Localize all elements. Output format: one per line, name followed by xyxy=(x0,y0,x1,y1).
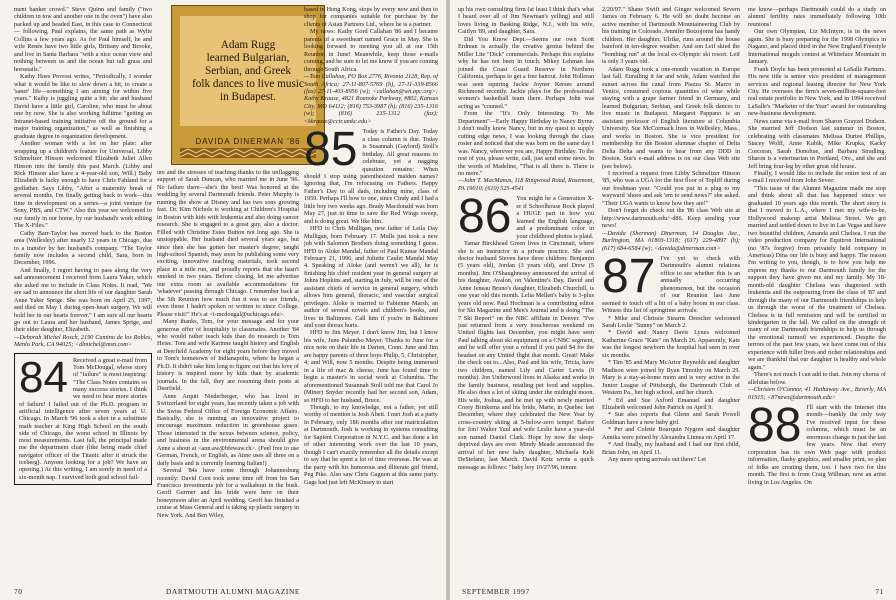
class-year-86: 86 xyxy=(458,190,512,244)
illustration-line: in Budapest. xyxy=(220,90,276,103)
class-year-87: 87 xyxy=(602,249,656,303)
class-secretary-signature: —Tom Callahan, PO Box 2776, Rivonia 2128, Rep. of South Africa; 27-11-807-5769 (h), 27-11-339-8566 (fax) 27-11-403-8956 (w); <callahan@wn.apc.org>; Kathy Krause, 4821 Roanoke Parkway, #802, Kansas City, MO 64112; (816) 753-3987 (h); (816) 235-1316 (w); (816) 235-1312 (fax); <kkrause@cctr.umkc.edu> xyxy=(304,73,438,125)
paragraph: And finally, I regret having to pass along the very sad announcement I received from Laura Yaker, which she asked me to include in Class Notes. It read, "We are sad to announce the short life of our daughter Sarah Anne Yaker Sprige. She was born on April 25, 1997, and died on May 1 during open-heart surgery. We will hold her in our hearts forever." I am sure all our hearts go out to Laura and her husband, James Sprige, and their elder daughter, Elizabeth. xyxy=(14,266,152,334)
class-84-intro xyxy=(14,353,152,485)
paragraph: based in Hong Kong, stops by every now and then to shop for companies suitable for purchase by the clients of Asian Partners Ltd., where he is a partner. xyxy=(304,6,438,28)
paragraph: Many thanks, Tom, for your message and for your generous offer of hospitality to classmates. Another '84 who would rather teach kids than do research is Tom Heise. Tom and wife Karinne taught history and English at Deerfield Academy for eight years before they moved to Tom's hometown of Indianapolis, where he began a Ph.D. It didn't take him long to figure out that his love of history is inspired more by kids than by academic journals. In the fall, they are resuming their posts at Deerfield. xyxy=(157,318,299,393)
list-item: * David and Nancy Davis Lynes welcomed Katherine Grace "Kate" on March 26. Apparently, Kate was the longest newborn the hospital had seen in over six months. xyxy=(602,329,740,359)
right-column-3 xyxy=(748,6,886,580)
paragraph: There's not much I can add to that. Join my chorus of alleluias below. xyxy=(748,371,886,386)
illustration-adam-rugg xyxy=(171,5,325,165)
illustration-line: folk dances to live music xyxy=(192,77,304,90)
issue-date: SEPTEMBER 1997 xyxy=(462,587,530,596)
class-85-intro xyxy=(304,123,438,225)
paragraph: From the "It's Only Interesting To Me Department"—Early Happy Birthday to Nancy Byrne. I don't really know Nancy, but in my quest to supply cutting edge news, I was looking through the class roster and noticed that she was born on the same day I was. Nancy, wherever you are, Happy Birthday. To the rest of you, please write, call, just send some news. In the words of Madeline, "That is all there is. There is no more." xyxy=(458,110,594,177)
illustration-line: Serbian, and Greek xyxy=(204,64,292,77)
paragraph: Kathy Hoes Provost writes, "Periodically, I wonder what it would be like to slow down a bit, to create a 'saner' life—something I am aiming for within five years." Kathy is juggling quite a bit: she and husband David have a little girl, Caroline, who must be about one by now. She is also working fulltime "getting an Intranet-based training initiative off the ground for a major training organization," as well as finishing a graduate degree in organization development. xyxy=(14,73,152,140)
class-87-intro xyxy=(602,249,740,315)
page-number-right: 71 xyxy=(875,587,884,596)
paragraph: Don't forget do check out the '86 class Web site at http://www.dartmouth.edu/~d86. Keep sending your news! xyxy=(602,207,740,230)
list-item: * Ed and Sue Axford Emanuel and daughter Elizabeth welcomed John Patrick on April 9. xyxy=(602,396,740,412)
paragraph: I received a request from Libby Schmeltzer Hinson '85, who was a UGA for the first floor of Topliff during our freshman year. "Could you put in a plug to my wayward 'shoes and ask 'em to send news?" she asked. "Their UGA wants to know how they are!" xyxy=(602,169,740,207)
paragraph: Adam Rugg took a one-month vacation in Europe last fall. Eurailing it far and wide, Adam watched the sunset across the canal from Piazza St. Marco in Venice, consumed copious quantities of wine while staying with a grape farmer friend in Germany, and learned Bulgarian, Serbian, and Greek folk dances to live music in Budapest. Margaret Pappano is an assistant professor of English literature at Columbia University. Sue McCormack lives in Wellesley, Mass., and works in Boston. She is vice president for membership for the Boston alumnae chapter of Delta Delta Delta and wants to hear from any DDD in Boston. Sue's e-mail address is on our class Web site (see below). xyxy=(602,65,740,170)
paragraph: Anne Arquit Niederberger, who has lived in Switzerland for eight years, has recently taken a job with the Swiss Federal Office of Foreign Economic Affairs. Basically, she is running an innovative project to encourage maximum reduction in greenhouse gases. Those interested in the nexus between science, policy, and business in the environmental arena should give Anne a shout at <ann.aw@bfewaw.ch>. (Feel free to use German, French, or English, as Anne uses all three on a daily basis and is currently learning Italian!) xyxy=(157,392,299,467)
right-page xyxy=(450,0,896,600)
paragraph: me know—perhaps Dartmouth could do a study on alumni fertility rates immediately following 10th reunions! xyxy=(748,6,886,28)
class-85-text: Today is Father's Day. Today a class column is due. Today is Susannah (Gaylord) Stoll's birthday. All great reasons to celebrate, yet a nagging question remains: When should I stop using parenthesized maiden names? Ignoring that, I'm refocusing on Fathers. Happy Father's Day to all dads, including mine, class of 1959. Perhaps I'll bow to one, since Cindy and I had a little boy two weeks ago. Brady Macdonald was born May 27, just in time to save the Red Wings sweep, and is doing great. We like him. xyxy=(304,128,438,225)
paragraph: Tamar Birckhead Green lives in Cincinnati, where she is an instructor in a private practice. She and doctor husband Steven have three children: Benjamin (5 years old), Jordan (3 years old), and Drew (5 months). Jim O'Shaughnessy announced the arrival of his daughter, Avalon, on Valentine's Day. David and Anne Jeneau Bruno's daughter, Elizabeth Churchill, is one year old this month. Lelia Mellen's baby is 3-plus years old now. Paul Hochman is a contributing editor for Ski Magazine and Men's Journal and is doing "The 7 Ski Report" on the NBC affiliate in Denver. "I've just returned from a very treacherous weekend on United flights last December, you might have seen Paul talking about ski equipment on a CNBC segment, and he will offer your a refund if you paid $4 for the headset on any United flight that month. Great! Make the check out to...Also, Paul and his wife, Tricia, have two children, named Lily and Carter Lewis (9 months). Jon Underwood lives in Alaska and works in the family business, retailing pet food and supplies. He also does a lot of skiing under the midnight moon. His wife, Joshua, and he met up with newly married Corey Brinkema and his bride, Marie, in Quebec last December, where they celebrated the New Year by cross-country skiing at 5-below-zero temps! Bafore for Jon! Walter Yuul and wife Leslie have a year-old son named Daniel Clark. Hope by now the sleep-deprived days are over. Mindy Meade announced the arrival of her new baby daughter, Michaela Kelé DeStefano, last March. David Kotz wrote a quick message as follows: "baby boy 10/27/96, tenure xyxy=(458,240,594,471)
page-number-left: 70 xyxy=(14,587,23,596)
paragraph: HFD to Chris Mulligan, new father of Leila Day Mulligan, born February 17. Mulls just took a new job with Salomon Brothers doing something I guess. HFD to Aloke Mandal, father of Paul Kumar Mandal February 21, 1996, and Juliette Caulet Mandal May 4. Speaking of Aloke (and weren't we all), he is finishing his chief resident year in general surgery at Johns Hopkins and, starting in July, will be one of the assistant chiefs of service in general surgery, which allows him general, thoracic, and vascular surgical privileges. Aloke is married to Fabienne Marsh, an author of several novels and children's books, and lives in Baltimore. Call him if you're in Baltimore and your thorax hurts. xyxy=(304,225,438,330)
class-84-text: Received a great e-mail from Tom McDougal, whose story of "failure" is most inspiring: "The Class Notes contains so many success stories. I think we need to hear more stories of failure! I failed out of the Ph.D. program in artificial intelligence after seven years at U. Chicago. In March '96 took a shot in a substitute math teacher at King High School on the south side of Chicago, the worst school in Illinois by most measurements. Last fall, the principal made me the department chair (like being made chief navigator officer of the Titanic after it struck the iceberg). Anyone looking for a job? We have an opening.) At this writing, I am sorely in need of a six-month nap. I survived both grad school fail- xyxy=(19,356,147,481)
paragraph: ure and the stresses of teaching thanks to the unflagging support of Sarah Duncan, who married me in June '96. No failure there—she's the best! Was honored at the wedding by several Dartmouth friends. Peter Murphy is running the show at Disney and has two sons growing fast. Dr. Kim Nichols is working at Children's Hospital in Boston with kids with leukemia and also doing cancer research. She is engaged to a great guy, also a doctor. Filled with Christine Estes Button not long ago. She is unstoppable. Her husband died several years ago, but since then she has gotten her master's degree, taught high-school Spanish, may soon be publishing some very exciting, innovative teaching materials, took second place in a mile run, and proudly reports that she hasn't smoked in two years. Before closing, let me advertise our extra room as available accommodations for 'whatever' passing through Chicago. I remember back at the 5th Reunion how much fun it was to see friends, even those I hadn't spoken or written to since College. Please visit!" He's at <t-mcdougal@uchicago.edu>. xyxy=(157,169,299,318)
left-column-2 xyxy=(157,169,299,580)
paragraph: Frank Doyle has been promoted at LaSalle Partners. His new title is senior vice president of management services and regional leasing director for New York City. He oversees the firm's seven-million-square-foot real estate portfolio in New York, and in 1994 received LaSalle's "Marketer of the Year" award for outstanding new-business development. xyxy=(748,65,886,118)
right-column-2 xyxy=(602,6,740,580)
list-item: * And finally, my husband and I had our first child, Brian John, on April 11. xyxy=(602,441,740,456)
list-item: * Sue also reports that Glenn and Sarah Powell Goldman have a new baby girl. xyxy=(602,411,740,426)
paragraph: News came via e-mail from Sharon Grayzel Dodson. She married Jeff Dodson last summer in Boston, celebrating with classmates Melissa Durtee Phillips, Stacey Wolff, Anne Kubik, Mike Krupka, Kacky Corcoran, Sarah Donohue, and Barbara Stradling. Sharon is a veterinarian in Portland, Ore., and she and Jeff bring four-leg by other great old house. xyxy=(748,117,886,170)
paragraph: Finally, I would like to include the entire text of an e-mail I received from John Sevee: xyxy=(748,169,886,185)
class-secretary-signature: —John T. MacManus, 118 Ringwood Road, Rosemont, PA 19010; (610) 525-4541 xyxy=(458,177,594,192)
folk-pattern-icon xyxy=(180,148,316,158)
paragraph: 2/20/97." Shane Swift and Ginger welcomed Severn James on February 6. He will no doubt become an active member of Dartmouth Mountaineering Club by his training in Colorado. Jennifer Botzojorns has handy children. Her daughter, Ulrike, runs around the house barefoot in ten-degree weather. And son Leif skied the "bombing run" at the local ex-Olympic ski resort. Leif is only 3 years old. xyxy=(602,6,740,66)
paragraph: HFD to Jim Meyer. I don't know Jim, but I know his wife, June Palumbo Meyer. Thanks to June for a nice note on their life in Darien, Conn. June and Jim are happy parents of three boys Philip, 5, Christopher, 4; and Will, now 5 months. Despite being immersed in a life of mac & cheese, June has found time to begin a master's in social work at Columbia. The aforementioned Susannah Stoll told me that Carol Jo (Miner) Snyder recently had her second son, Adam, so HFD to her husband, Bruce. xyxy=(304,329,438,404)
class-88-text: I'll start with the Internet this month—frankly the only way I've received input for these columns, which must be an enormous change in just the last few years. Now that every corporation has its own Web page with product information, flashy graphics, and smaller print, so plan of folks are creating them, too. I have two for this month. The first is from Craig Willman, now an artist living in Los Angeles. On xyxy=(748,404,886,486)
illustration-line: learned Bulgarian, xyxy=(206,51,290,64)
list-item: * Tim '85 and Mary McArtor Reynolds and daughter Madison were joined by Ryan Timothy on March 29. Mary is a stay-at-home mom and is very active in the Junior League of Pittsburgh, the Dartmouth Club of Western Pa., her high school, and her church. xyxy=(602,359,740,397)
left-column-1 xyxy=(14,6,152,580)
magazine-title: DARTMOUTH ALUMNI MAGAZINE xyxy=(166,587,301,596)
paragraph: Cathy Barr-Taylor has moved back to the Boston area (Wellesley) after nearly 12 years in Chicago, due to a transfer by her husband's company. "The Taylor family now includes a second child, Sara, born in December, 1996. xyxy=(14,229,152,267)
left-column-3 xyxy=(304,6,438,580)
class-secretary-signature: —Deborah Michel Rosch, 2190 Camino de los Robles, Menlo Park, CA 94025; <dlmichel@msn.com> xyxy=(14,333,152,349)
class-secretary-signature: —Christen O'Connor, 41 Hathaway Ave., Beverly, MA 01915; <87news@dartmouth.edu> xyxy=(748,386,886,401)
paragraph: Did You Know Dept.—Seems our own Scott Erdman is actually the creative genius behind the Miller Lite "Dick" commercials. Perhaps this explains why he has not been in touch. Mikey Lehman has joined the Coast Guard Reserve in Northern California, perhaps to get a free haircut. John Holleran was seen squiring Jackie Joyner Kersee around Richmond recently. Jackie plays for the professional women's basketball team there. Perhaps John was acting as "counsel." xyxy=(458,35,594,110)
class-year-84: 84 xyxy=(19,352,68,402)
list-item: * Per and Colette Bourquin Nygren and daughter Annika were joined by Alexandra Linnea on April 17. xyxy=(602,426,740,441)
class-86-intro xyxy=(458,190,594,244)
illustration-line: Adam Rugg xyxy=(220,38,276,51)
class-88-intro xyxy=(748,399,886,486)
list-item: * Mike and Chrissie Stearns Drescher welcomed Sarah Leslie "Sunny" on March 2. xyxy=(602,314,740,330)
paragraph: Several '84s have come through Johannesburg recently: David Coot took some time off from his San Francisco investments job for a walkabout in the bush. Geoff Gurrner and his bride were here on their honeymoon after an April wedding. Geoff has finished a cruise at Mass General and is taking up plastic surgery in New York. And Ben Wiley, xyxy=(157,467,299,519)
right-column-1 xyxy=(458,6,594,580)
paragraph: up his own consulting firm (at least I think that's what I heard over all of Jim Newman's yelling) and still loves living in Basking Ridge, N.J., with his wife, Caitlyn '89, and daughter, Sara. xyxy=(458,6,594,36)
paragraph: Though, to my knowledge, not a father, yet still worthy of mention is Josh Abeit. I met Josh at a party in February, only 186 months after our matriculation at Dartmouth. Josh is working in systems consulting for Sapient Corporation in N.Y.C. and has done a lot of other interesting work over the last 10 years, though I can't exactly remember all the details except to say that he spent a lot of time overseas. He was at the party with his humorous and illiterate girl friend, Peg Pike. Also saw Chris Gagnon at this same party. Gags had just left McKinsey to start xyxy=(304,404,438,486)
paragraph: Our own Olympian, Liz McIntyre, is in the news again. She is busy preparing for the 1998 Olympics in Nagano, and placed third in the New England Freestyle International moguls contest at Whiteface Mountain in January. xyxy=(748,28,886,66)
paragraph: Another woman with a lot on her plate: after wrapping up a children's feature for Universal, Libby Schmeltzer Hinson welcomed Elizabeth Juliet Allen Hinson into the family this past March. (Libby and Rick Hinson also have a 4-year-old son, Will.) Baby Elizabeth is lucky enough to have Chris Fahland for a godfather. Says Libby, "After a maternity break of several months, I'm finally getting back to work—this time in development on a series—a joint venture for Sony, PBS, and CTW." Also this year we welcomed to our family in our home, by our husband's work editing The X-Files." xyxy=(14,140,152,230)
class-86-text: You might be a Generation X-er if Schoolhouse Rock played a HUGE part in how you learned the English language, and a predominant color in your childhood photos is plaid. xyxy=(516,195,594,240)
class-year-88: 88 xyxy=(748,399,802,453)
illustration-caption xyxy=(180,16,316,126)
paragraph: My news: Kathy Gord Callahan '86 and I became parents of a sweetheart named Grace in May. She is looking forward to meeting you all at our 15th Reunion in June! Meanwhile, keep those e-mails coming, and be sure to let me know if you are coming through South Africa. xyxy=(304,28,438,73)
left-page xyxy=(0,0,446,600)
class-87-text: I've yet to check with Dartmouth's alumni relations office to see whether this is an annually occurring phenomenon, but the occasion of our Reunion last June seemed to touch off a bit of a baby boom in our class. Witness this list of springtime arrivals: xyxy=(602,254,740,315)
paragraph: ment banker crowd." Steve Quinn and family ("two children in tow and another one in the oven") have also packed up and headed East, in this case to Connecticut— following, Paul explains, the same path as Wylie Collins a few years ago. As for Paul himself, he and wife Renée have two little girls, Brittany and Brooke, and live in Santa Barbara "with a nice ocean view and nothing between us and the ocean but tall grass and horsetails." xyxy=(14,6,152,73)
illustration-credit: DAVIDA DINERMAN '86 xyxy=(195,137,301,146)
paragraph: Any more spring arrivals out there? Let xyxy=(608,456,706,464)
class-year-85: 85 xyxy=(304,123,358,177)
class-secretary-signature: —Davida (Sherman) Dinerman, 14 Douglas Ave., Burlington, MA 01803-1318; (617) 229-4897 (h); (617) 684-6584 (w); <davida@dinerman.com> xyxy=(602,229,740,252)
paragraph: "This issue of the Alumni Magazine made me stop and think about all that has happened since we graduated 10 years ago this month. The short story is that I moved to L.A., where I met my wife-to-be, Hollywood makeup artist Melissa Street. We got married and settled down to live in Las Vegas and have two beautiful children, Amanda and Chelsea. I run the video production company for Equitron International (no '87s forgive) from privately held company in Americas) Dina our life is busy and happy. The reason I'm writing to you, though, is to how you help me express my thanks to our Dartmouth family for the support they have given me and my family. My 18-month-old daughter Chelsea was diagnosed with leukemia and the outpouring from the class of '87 and through the many of our Dartmouth friendships to help us through the worst of the treatment of Chelsea. Chelsea is in full remission and will be certified in kindergarten in the fall. We called on the strength of many of our Dartmouth friendships to help us through the emotional turmoil we experienced. Despite the terrors of the past few years, we have come out of this experience with fuller lives and richer relationships and we are thankful that our daughter is healthy and whole again." xyxy=(748,184,886,371)
